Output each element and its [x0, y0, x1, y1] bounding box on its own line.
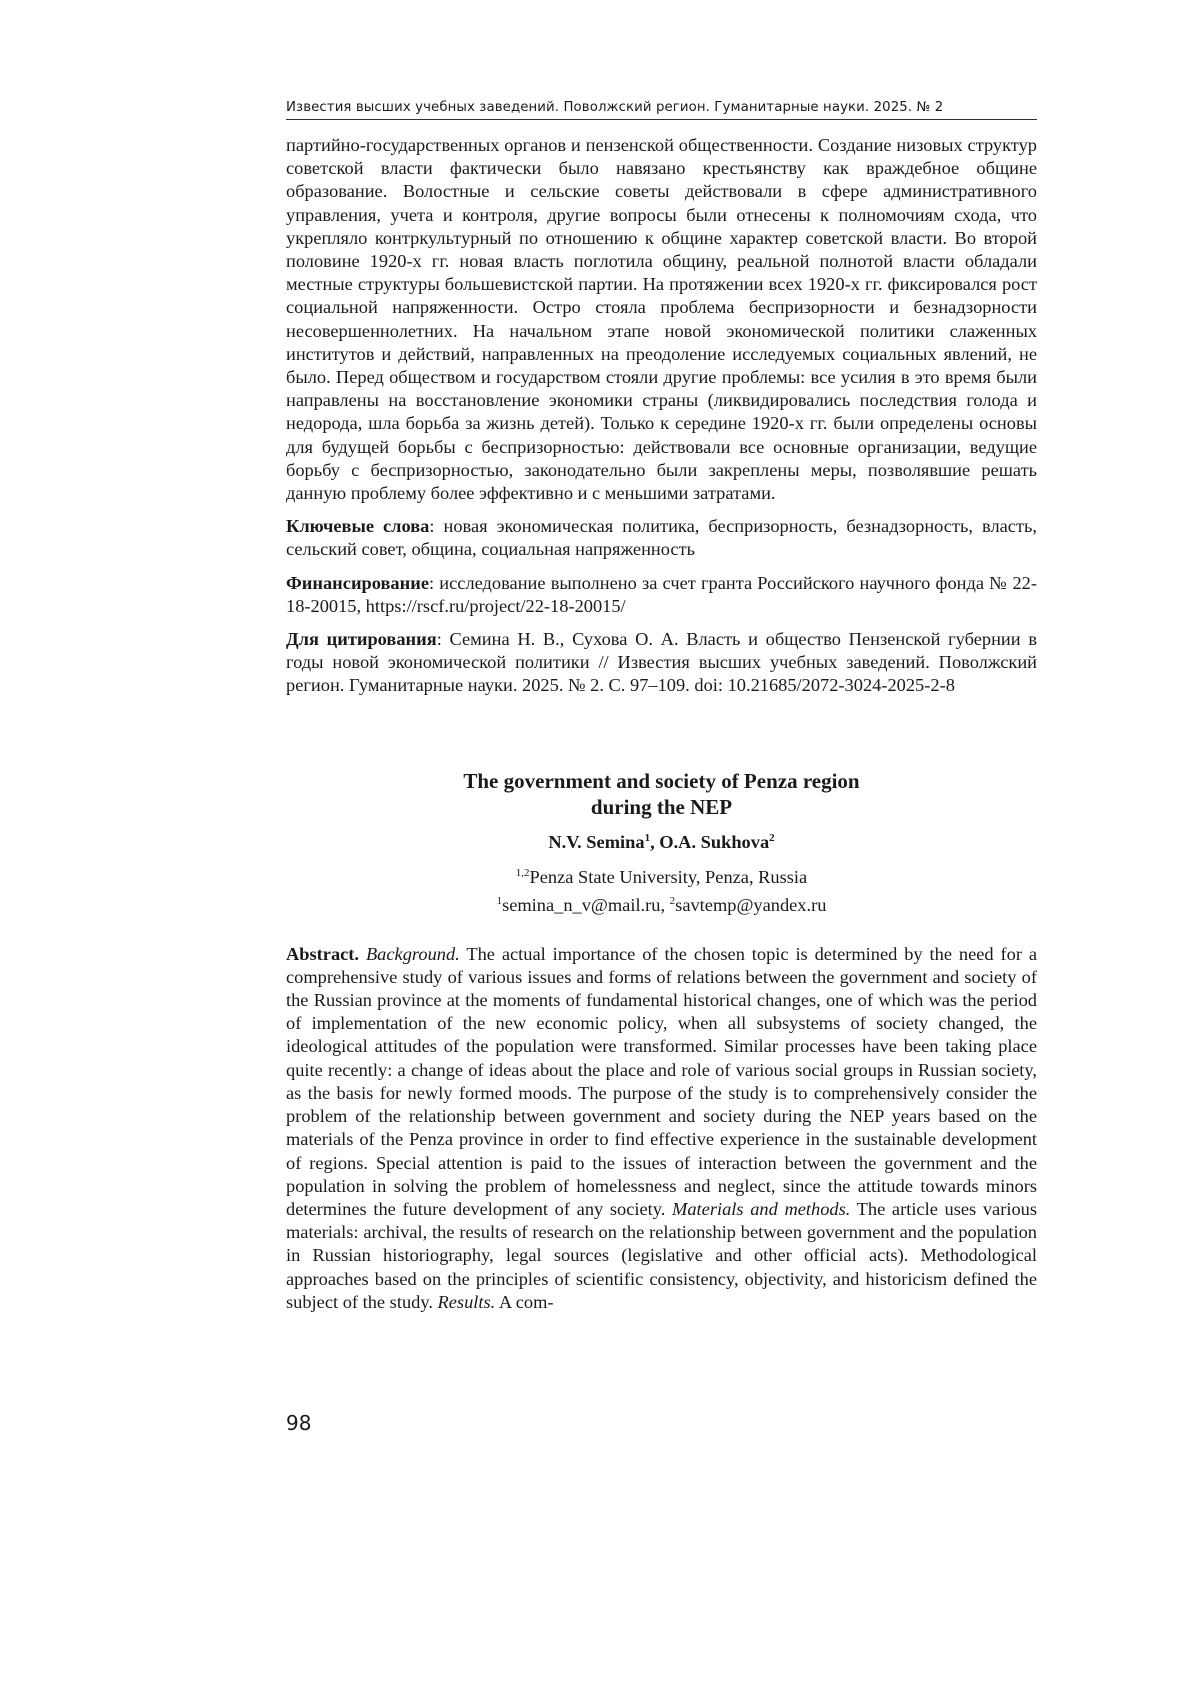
email-2: savtemp@yandex.ru [675, 894, 827, 915]
author-1: N.V. Semina [548, 831, 645, 852]
results-label: Results. [437, 1291, 496, 1312]
citation-block [286, 628, 1037, 698]
funding-text: : исследование выполнено за счет гранта Российского научного фонда № 22-18-20015, https://rscf.ru/project/22-18-20015/ [286, 572, 1037, 616]
funding-block [286, 572, 1037, 618]
english-title-line-1: The government and society of Penza region [463, 768, 860, 793]
abstract-text-3: A com- [495, 1291, 554, 1312]
affiliation-block [286, 863, 1037, 919]
methods-label: Materials and methods. [672, 1198, 851, 1219]
author-1-superscript: 1 [644, 831, 651, 844]
citation-text: : Семина Н. В., Сухова О. А. Власть и общество Пензенской губернии в годы новой экономической политики // Известия высших учебных заведений. Поволжский регион. Гуманитарные науки. 2025. № 2. С. 97–109. doi: 10.21685/2072-3024-2025-2-8 [286, 629, 1037, 696]
funding-label: Финансирование [286, 572, 429, 593]
journal-page [286, 100, 1037, 1314]
abstract-text-1: The actual importance of the chosen topic is determined by the need for a comprehensive study of various issues and forms of relations between the government and society of the Russian province at the moments of fundamental historical changes, one of which was the period of implementation of the new economic policy, when all subsystems of society changed, the ideological attitudes of the population were transformed. Similar processes have been taking place quite recently: a change of ideas about the place and role of various social groups in Russian society, as the basis for newly formed moods. The purpose of the study is to comprehensively consider the problem of the relationship between government and society during the NEP years based on the materials of the Penza province in order to find effective experience in the sustainable development of regions. Special attention is paid to the issues of interaction between the government and the population in solving the problem of homelessness and neglect, since the attitude towards minors determines the future development of any society. [286, 943, 1037, 1219]
email-1-superscript: 1 [496, 894, 503, 907]
abstract-label: Abstract. [286, 943, 360, 964]
background-label: Background. [365, 943, 460, 964]
affiliation-line [286, 863, 1037, 891]
russian-abstract-continuation: партийно-государственных органов и пензенской общественности. Создание низовых структур советской власти фактически было навязано крестьянству как враждебное общине образование. Волостные и сельские советы действовали в сфере административного управления, учета и контроля, другие вопросы были отнесены к полномочиям схода, что укрепляло контркультурный по отношению к общине характер советской власти. Во второй половине 1920-х гг. новая власть поглотила общину, реальной полнотой власти обладали местные структуры большевистской партии. На протяжении всех 1920-х гг. фиксировался рост социальной напряженности. Остро стояла проблема беспризорности и безнадзорности несовершеннолетних. На начальном этапе новой экономической политики слаженных институтов и действий, направленных на преодоление исследуемых социальных явлений, не было. Перед обществом и государством стояли другие проблемы: все усилия в это время были направлены на восстановление экономики страны (ликвидировались последствия голода и недорода, шла борьба за жизнь детей). Только к середине 1920-х гг. были определены основы для будущей борьбы с беспризорностью: действовали все основные организации, ведущие борьбу с беспризорностью, законодательно были закреплены меры, позволявшие решать данную проблему более эффективно и с меньшими затратами. [286, 135, 1037, 504]
emails-line [286, 891, 1037, 919]
email-2-superscript: 2 [669, 894, 676, 907]
citation-label: Для цитирования [286, 629, 437, 650]
english-abstract [286, 943, 1037, 1314]
authors-line [286, 832, 1037, 853]
keywords-text: : новая экономическая политика, беспризорность, безнадзорность, власть, сельский совет, община, социальная напряженность [286, 516, 1037, 560]
author-2-superscript: 2 [769, 831, 775, 844]
abstract-text-2: The article uses various materials: archival, the results of research on the relationship between government and the population in Russian historiography, legal sources (legislative and other official acts). Methodological approaches based on the principles of scientific consistency, objectivity, and historicism defined the subject of the study. [286, 1198, 1037, 1312]
running-header: Известия высших учебных заведений. Поволжский регион. Гуманитарные науки. 2025. № 2 [286, 100, 1037, 120]
affiliation-superscript: 1,2 [515, 866, 530, 879]
page-number: 98 [286, 1411, 312, 1435]
author-2: O.A. Sukhova [659, 831, 770, 852]
email-1: semina_n_v@mail.ru, [502, 894, 670, 915]
keywords-label: Ключевые слова [286, 516, 430, 537]
keywords-block [286, 515, 1037, 561]
english-title-line-2: during the NEP [590, 794, 733, 819]
author-separator: , [650, 831, 660, 852]
affiliation-text: Penza State University, Penza, Russia [529, 866, 808, 887]
english-title [286, 768, 1037, 820]
